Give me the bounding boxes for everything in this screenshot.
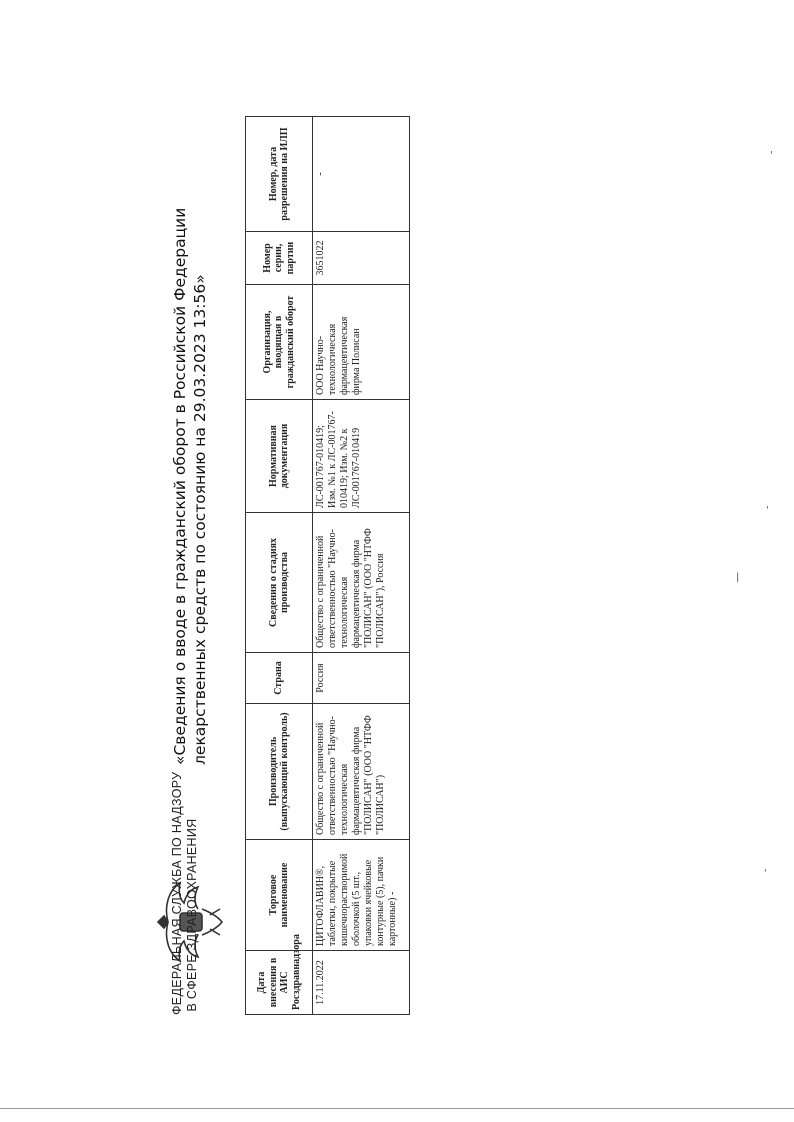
table-row (313, 117, 410, 1015)
table-header-row (246, 117, 313, 1015)
column-header-stages: Сведения о стадиях производства (246, 513, 313, 653)
column-header-batch: Номер серии, партии (246, 232, 313, 285)
column-header-date: Дата внесения в АИС Росздравнадзора (246, 951, 313, 1015)
title-line-2: лекарственных средств по состоянию на 29.03.2023 13:56» (191, 274, 209, 765)
scan-edge-line (0, 1108, 794, 1109)
column-header-normative: Нормативная документация (246, 400, 313, 513)
column-header-organization: Организация, вводящая в гражданский оборот (246, 285, 313, 400)
agency-line-1: ФЕДЕРАЛЬНАЯ СЛУЖБА ПО НАДЗОРУ (170, 771, 184, 1015)
column-header-trade-name: Торговое наименование (246, 840, 313, 951)
cell-stages: Общество с ограниченной ответственностью "Научно-технологическая фармацевтическая фирма "ПОЛИСАН" (ООО "НТФФ "ПОЛИСАН"), Россия (313, 513, 410, 653)
cell-normative: ЛС-001767-010419; Изм. №1 к ЛС-001767-010419; Изм. №2 к ЛС-001767-010419 (313, 400, 410, 513)
cell-permit: - (313, 117, 410, 232)
column-header-country: Страна (246, 653, 313, 704)
agency-name (170, 771, 200, 1015)
agency-line-2: В СФЕРЕ ЗДРАВООХРАНЕНИЯ (185, 818, 199, 1012)
column-header-permit: Номер, дата разрешения на ИЛП (246, 117, 313, 232)
title-line-1: «Сведения о вводе в гражданский оборот в Российской Федерации (171, 207, 189, 765)
scan-speck: ' (770, 150, 773, 161)
cell-batch: 3651022 (313, 232, 410, 285)
column-header-manufacturer: Производитель (выпускающий контроль) (246, 704, 313, 840)
scan-speck: | (736, 572, 740, 583)
rotated-document (170, 115, 410, 1015)
registry-table (245, 116, 410, 1015)
scan-speck: ' (766, 505, 769, 516)
cell-organization: ООО Научно-технологическая фармацевтическая фирма Полисан (313, 285, 410, 400)
scan-speck: ' (764, 868, 767, 879)
cell-trade-name: ЦИТОФЛАВИН®, таблетки, покрытые кишечнорастворимой оболочкой (5 шт., упаковки ячейковые контурные (5), пачки картонные) - (313, 840, 410, 951)
cell-country: Россия (313, 653, 410, 704)
cell-manufacturer: Общество с ограниченной ответственностью "Научно-технологическая фармацевтическая фирма "ПОЛИСАН" (ООО "НТФФ "ПОЛИСАН") (313, 704, 410, 840)
cell-date: 17.11.2022 (313, 951, 410, 1015)
document-title (170, 165, 210, 765)
